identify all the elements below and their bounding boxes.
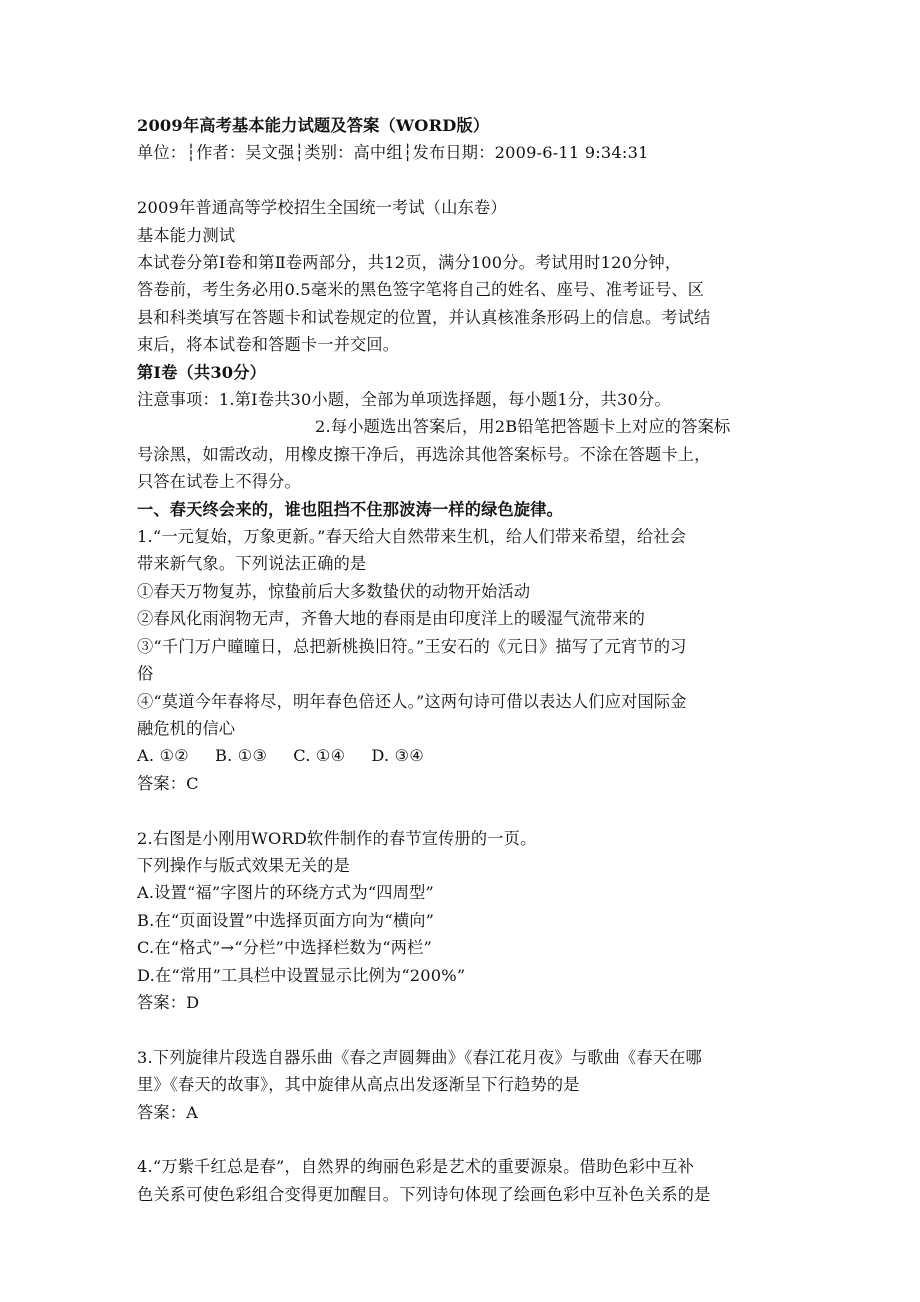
spacer (137, 797, 797, 824)
q1-options (137, 742, 797, 769)
q1-answer: 答案：C (137, 773, 199, 793)
q1-item: 融危机的信心 (137, 718, 236, 738)
q3-stem: 里》《春天的故事》，其中旋律从高点出发逐渐呈下行趋势的是 (137, 1075, 580, 1095)
q1-item: ③“千门万户曈曈日，总把新桃换旧符。”王安石的《元日》描写了元宵节的习 (137, 636, 687, 656)
q1-stem: 带来新气象。下列说法正确的是 (137, 554, 367, 574)
q1-option-c: C. ①④ (293, 746, 346, 766)
document-meta: 单位：┆作者：吴文强┆类别：高中组┆发布日期：2009-6-11 9:34:31 (137, 143, 649, 163)
q1-item: ①春天万物复苏，惊蛰前后大多数蛰伏的动物开始活动 (137, 581, 531, 601)
notes-line: 只答在试卷上不得分。 (137, 472, 301, 492)
q1-option-b: B. ①③ (215, 746, 268, 766)
section1-heading: 一、春天终会来的，谁也阻挡不住那波涛一样的绿色旋律。 (137, 499, 564, 519)
q1-option-d: D. ③④ (371, 746, 425, 766)
q2-stem: 下列操作与版式效果无关的是 (137, 855, 351, 875)
q4-stem: 4.“万紫千红总是春”，自然界的绚丽色彩是艺术的重要源泉。借助色彩中互补 (137, 1157, 695, 1177)
q2-stem: 2.右图是小刚用WORD软件制作的春节宣传册的一页。 (137, 828, 537, 848)
intro-line: 答卷前，考生务必用0.5毫米的黑色签字笔将自己的姓名、座号、准考证号、区 (137, 280, 705, 300)
q1-item: ②春风化雨润物无声，齐鲁大地的春雨是由印度洋上的暖湿气流带来的 (137, 609, 646, 629)
exam-name: 2009年普通高等学校招生全国统一考试（山东卷） (137, 198, 507, 218)
document-body (137, 112, 797, 1208)
notes-line: 2.每小题选出答案后，用2B铅笔把答题卡上对应的答案标 (315, 417, 731, 437)
notes-line: 注意事项：1.第Ⅰ卷共30小题，全部为单项选择题，每小题1分，共30分。 (137, 390, 671, 410)
part1-heading: 第Ⅰ卷（共30分） (137, 362, 267, 382)
q4-stem: 色关系可使色彩组合变得更加醒目。下列诗句体现了绘画色彩中互补色关系的是 (137, 1184, 711, 1204)
q1-stem: 1.“一元复始，万象更新。”春天给大自然带来生机，给人们带来希望，给社会 (137, 527, 687, 547)
q3-stem: 3.下列旋律片段选自器乐曲《春之声圆舞曲》《春江花月夜》与歌曲《春天在哪 (137, 1047, 702, 1067)
intro-line: 本试卷分第Ⅰ卷和第Ⅱ卷两部分，共12页，满分100分。考试用时120分钟， (137, 253, 682, 273)
exam-subject: 基本能力测试 (137, 225, 236, 245)
spacer (137, 1126, 797, 1153)
q3-answer: 答案：A (137, 1102, 199, 1122)
spacer (137, 167, 797, 194)
q1-item: ④“莫道今年春将尽，明年春色倍还人。”这两句诗可借以表达人们应对国际金 (137, 691, 687, 711)
q1-item: 俗 (137, 664, 154, 684)
q2-option-b: B.在“页面设置”中选择页面方向为“横向” (137, 910, 435, 930)
q2-option-c: C.在“格式”→“分栏”中选择栏数为“两栏” (137, 938, 433, 958)
q2-option-d: D.在“常用”工具栏中设置显示比例为“200%” (137, 965, 466, 985)
q1-option-a: A. ①② (137, 746, 190, 766)
document-title: 2009年高考基本能力试题及答案（WORD版） (137, 116, 490, 135)
notes-line: 号涂黑，如需改动，用橡皮擦干净后，再选涂其他答案标号。不涂在答题卡上， (137, 444, 711, 464)
intro-line: 束后，将本试卷和答题卡一并交回。 (137, 335, 400, 355)
q2-option-a: A.设置“福”字图片的环绕方式为“四周型” (137, 883, 434, 903)
intro-line: 县和科类填写在答题卡和试卷规定的位置，并认真核准条形码上的信息。考试结 (137, 307, 711, 327)
q2-answer: 答案：D (137, 992, 200, 1012)
spacer (137, 1016, 797, 1043)
